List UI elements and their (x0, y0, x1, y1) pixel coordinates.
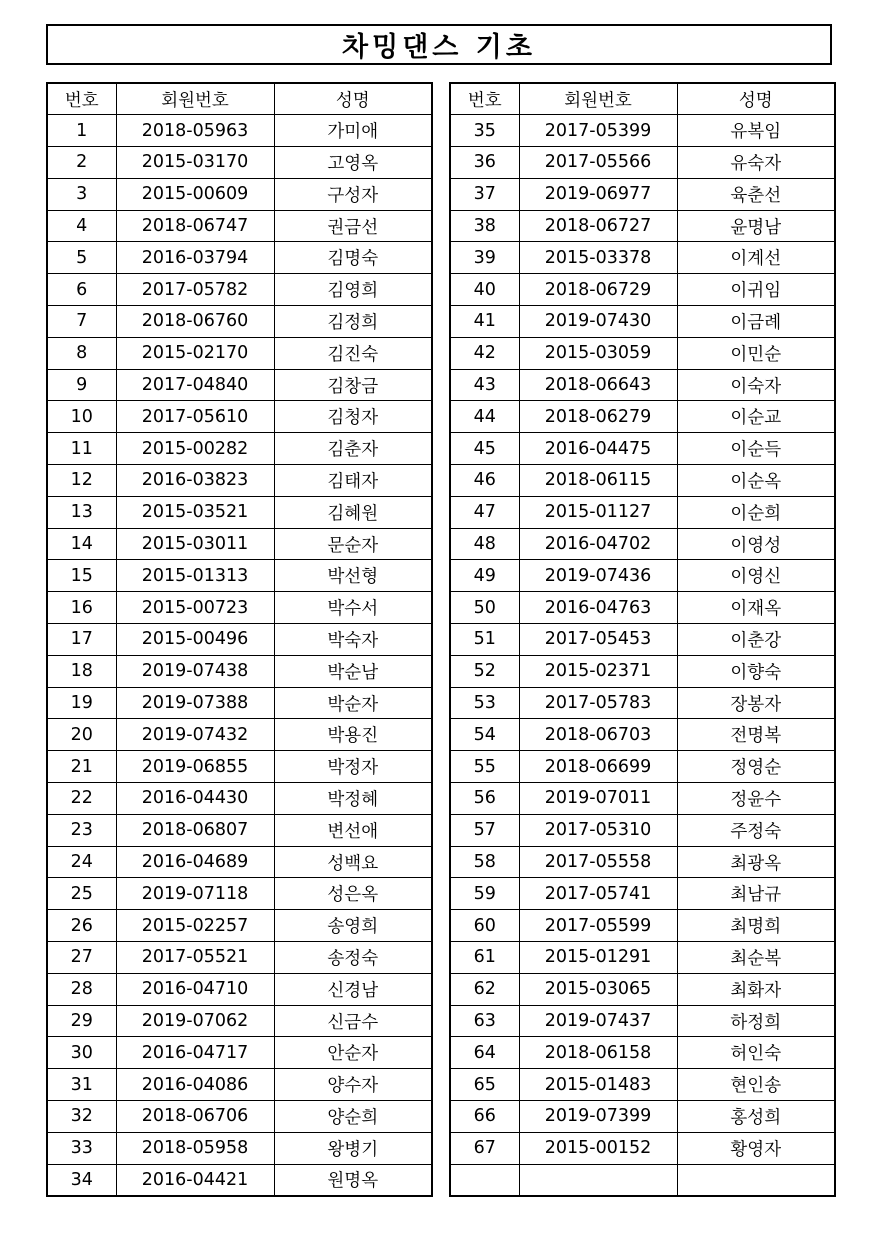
cell-member-id: 2015-01483 (519, 1069, 677, 1101)
cell-no: 24 (47, 846, 116, 878)
cell-name: 김영희 (274, 274, 432, 306)
cell-name: 김청자 (274, 401, 432, 433)
table-row (450, 910, 835, 942)
table-row (450, 560, 835, 592)
table-header-row (47, 83, 432, 115)
cell-no: 59 (450, 878, 519, 910)
header-member-id: 회원번호 (519, 83, 677, 115)
cell-no: 27 (47, 942, 116, 974)
table-row (47, 1037, 432, 1069)
header-no: 번호 (47, 83, 116, 115)
cell-member-id: 2015-03378 (519, 242, 677, 274)
cell-member-id: 2015-00282 (116, 433, 274, 465)
cell-no: 10 (47, 401, 116, 433)
cell-name: 박용진 (274, 719, 432, 751)
cell-name: 성은옥 (274, 878, 432, 910)
table-row (450, 306, 835, 338)
member-table-right (449, 82, 836, 1197)
cell-name: 성백요 (274, 846, 432, 878)
cell-no: 38 (450, 210, 519, 242)
cell-no: 44 (450, 401, 519, 433)
cell-no: 5 (47, 242, 116, 274)
table-row (47, 496, 432, 528)
cell-name: 이재옥 (677, 592, 835, 624)
cell-no: 22 (47, 783, 116, 815)
cell-name: 박선형 (274, 560, 432, 592)
cell-name: 김춘자 (274, 433, 432, 465)
cell-no: 56 (450, 783, 519, 815)
cell-name: 최남규 (677, 878, 835, 910)
page-title: 차밍댄스 기초 (46, 24, 832, 65)
table-row (47, 942, 432, 974)
cell-member-id: 2018-06807 (116, 814, 274, 846)
cell-no (450, 1164, 519, 1196)
cell-name: 이순교 (677, 401, 835, 433)
cell-member-id: 2019-07432 (116, 719, 274, 751)
table-row (47, 814, 432, 846)
cell-name: 이계선 (677, 242, 835, 274)
table-row (47, 242, 432, 274)
cell-member-id: 2017-05566 (519, 147, 677, 179)
table-row (47, 147, 432, 179)
cell-no: 18 (47, 655, 116, 687)
cell-no: 54 (450, 719, 519, 751)
cell-no: 66 (450, 1101, 519, 1133)
cell-member-id: 2016-03794 (116, 242, 274, 274)
cell-no: 17 (47, 624, 116, 656)
cell-no: 6 (47, 274, 116, 306)
cell-member-id: 2016-03823 (116, 465, 274, 497)
cell-no: 67 (450, 1132, 519, 1164)
table-row (450, 655, 835, 687)
table-row (450, 973, 835, 1005)
cell-member-id: 2015-01313 (116, 560, 274, 592)
cell-no: 1 (47, 115, 116, 147)
cell-no: 63 (450, 1005, 519, 1037)
cell-member-id: 2018-05958 (116, 1132, 274, 1164)
table-row (450, 496, 835, 528)
cell-name: 이영성 (677, 528, 835, 560)
cell-member-id: 2019-06977 (519, 178, 677, 210)
cell-no: 31 (47, 1069, 116, 1101)
cell-name (677, 1164, 835, 1196)
cell-member-id: 2018-06279 (519, 401, 677, 433)
cell-name: 김창금 (274, 369, 432, 401)
table-row (47, 306, 432, 338)
cell-member-id: 2017-05741 (519, 878, 677, 910)
table-row (47, 115, 432, 147)
cell-name: 양순희 (274, 1101, 432, 1133)
table-row (450, 242, 835, 274)
cell-name: 유복임 (677, 115, 835, 147)
cell-name: 이숙자 (677, 369, 835, 401)
cell-no: 57 (450, 814, 519, 846)
cell-member-id: 2016-04086 (116, 1069, 274, 1101)
cell-no: 26 (47, 910, 116, 942)
table-row (47, 1101, 432, 1133)
cell-no: 14 (47, 528, 116, 560)
table-row (47, 528, 432, 560)
table-row (47, 433, 432, 465)
cell-no: 40 (450, 274, 519, 306)
cell-member-id: 2019-07437 (519, 1005, 677, 1037)
cell-name: 정윤수 (677, 783, 835, 815)
table-row (450, 783, 835, 815)
cell-name: 이순득 (677, 433, 835, 465)
table-row (450, 369, 835, 401)
table-row (450, 210, 835, 242)
cell-no: 61 (450, 942, 519, 974)
cell-no: 13 (47, 496, 116, 528)
cell-member-id: 2015-03065 (519, 973, 677, 1005)
cell-member-id: 2015-00609 (116, 178, 274, 210)
cell-no: 43 (450, 369, 519, 401)
cell-member-id: 2015-00152 (519, 1132, 677, 1164)
table-row (450, 401, 835, 433)
cell-name: 송정숙 (274, 942, 432, 974)
cell-name: 황영자 (677, 1132, 835, 1164)
cell-member-id: 2019-07011 (519, 783, 677, 815)
table-row (450, 147, 835, 179)
cell-no: 21 (47, 751, 116, 783)
table-row (450, 115, 835, 147)
cell-member-id: 2018-06727 (519, 210, 677, 242)
table-row (47, 1164, 432, 1196)
table-row (450, 465, 835, 497)
table-row (450, 433, 835, 465)
table-row (47, 337, 432, 369)
cell-no: 19 (47, 687, 116, 719)
cell-member-id: 2017-05453 (519, 624, 677, 656)
cell-name: 장봉자 (677, 687, 835, 719)
cell-member-id: 2015-03059 (519, 337, 677, 369)
table-row (450, 878, 835, 910)
cell-no: 29 (47, 1005, 116, 1037)
table-row (47, 369, 432, 401)
table-row (47, 178, 432, 210)
header-no: 번호 (450, 83, 519, 115)
cell-member-id: 2018-06699 (519, 751, 677, 783)
cell-name: 신금수 (274, 1005, 432, 1037)
cell-name: 김태자 (274, 465, 432, 497)
cell-name: 허인숙 (677, 1037, 835, 1069)
cell-no: 30 (47, 1037, 116, 1069)
cell-member-id: 2015-03011 (116, 528, 274, 560)
cell-name: 송영희 (274, 910, 432, 942)
table-row (450, 624, 835, 656)
cell-member-id: 2017-05399 (519, 115, 677, 147)
cell-no: 23 (47, 814, 116, 846)
cell-name: 이순옥 (677, 465, 835, 497)
cell-no: 58 (450, 846, 519, 878)
cell-no: 20 (47, 719, 116, 751)
cell-name: 하정희 (677, 1005, 835, 1037)
header-name: 성명 (274, 83, 432, 115)
cell-member-id: 2018-06703 (519, 719, 677, 751)
cell-name: 최광옥 (677, 846, 835, 878)
table-row (450, 1101, 835, 1133)
cell-member-id: 2017-05782 (116, 274, 274, 306)
cell-no: 53 (450, 687, 519, 719)
cell-no: 9 (47, 369, 116, 401)
cell-name: 가미애 (274, 115, 432, 147)
cell-no: 39 (450, 242, 519, 274)
cell-no: 3 (47, 178, 116, 210)
cell-member-id: 2016-04689 (116, 846, 274, 878)
table-row (47, 973, 432, 1005)
cell-name: 박정자 (274, 751, 432, 783)
table-row (450, 719, 835, 751)
cell-member-id: 2015-00496 (116, 624, 274, 656)
table-row (47, 751, 432, 783)
cell-member-id: 2018-06158 (519, 1037, 677, 1069)
cell-name: 구성자 (274, 178, 432, 210)
cell-member-id: 2018-06706 (116, 1101, 274, 1133)
cell-member-id: 2015-01127 (519, 496, 677, 528)
table-row (450, 592, 835, 624)
cell-name: 주정숙 (677, 814, 835, 846)
table-row (47, 1069, 432, 1101)
cell-name: 최화자 (677, 973, 835, 1005)
table-row (47, 274, 432, 306)
table-row (450, 687, 835, 719)
table-row (47, 687, 432, 719)
cell-member-id: 2016-04710 (116, 973, 274, 1005)
cell-member-id (519, 1164, 677, 1196)
cell-name: 홍성희 (677, 1101, 835, 1133)
cell-name: 김명숙 (274, 242, 432, 274)
cell-name: 유숙자 (677, 147, 835, 179)
cell-no: 51 (450, 624, 519, 656)
cell-no: 33 (47, 1132, 116, 1164)
cell-no: 7 (47, 306, 116, 338)
cell-member-id: 2018-06729 (519, 274, 677, 306)
cell-member-id: 2017-04840 (116, 369, 274, 401)
cell-member-id: 2015-03170 (116, 147, 274, 179)
cell-no: 15 (47, 560, 116, 592)
cell-member-id: 2016-04702 (519, 528, 677, 560)
table-row (450, 751, 835, 783)
table-row (47, 560, 432, 592)
cell-member-id: 2015-02257 (116, 910, 274, 942)
cell-no: 36 (450, 147, 519, 179)
cell-member-id: 2015-02170 (116, 337, 274, 369)
cell-no: 37 (450, 178, 519, 210)
table-row (450, 274, 835, 306)
cell-member-id: 2016-04475 (519, 433, 677, 465)
cell-member-id: 2015-03521 (116, 496, 274, 528)
cell-member-id: 2016-04421 (116, 1164, 274, 1196)
table-row (450, 1005, 835, 1037)
cell-name: 원명옥 (274, 1164, 432, 1196)
cell-no: 65 (450, 1069, 519, 1101)
cell-name: 박순자 (274, 687, 432, 719)
cell-name: 전명복 (677, 719, 835, 751)
cell-member-id: 2019-07438 (116, 655, 274, 687)
header-name: 성명 (677, 83, 835, 115)
table-row (47, 592, 432, 624)
cell-member-id: 2019-07436 (519, 560, 677, 592)
cell-no: 62 (450, 973, 519, 1005)
cell-name: 이영신 (677, 560, 835, 592)
cell-no: 42 (450, 337, 519, 369)
table-row (47, 1132, 432, 1164)
cell-member-id: 2017-05521 (116, 942, 274, 974)
table-row (47, 655, 432, 687)
cell-member-id: 2019-07430 (519, 306, 677, 338)
table-row (450, 814, 835, 846)
cell-name: 이민순 (677, 337, 835, 369)
cell-member-id: 2015-00723 (116, 592, 274, 624)
table-row (47, 210, 432, 242)
table-row (450, 178, 835, 210)
table-row (47, 878, 432, 910)
cell-member-id: 2017-05310 (519, 814, 677, 846)
cell-name: 이춘강 (677, 624, 835, 656)
member-table-left (46, 82, 433, 1197)
cell-no: 55 (450, 751, 519, 783)
cell-name: 이향숙 (677, 655, 835, 687)
table-row (47, 910, 432, 942)
table-row (450, 942, 835, 974)
table-row (47, 624, 432, 656)
cell-name: 현인송 (677, 1069, 835, 1101)
cell-member-id: 2018-05963 (116, 115, 274, 147)
cell-no: 16 (47, 592, 116, 624)
cell-name: 김진숙 (274, 337, 432, 369)
cell-member-id: 2017-05599 (519, 910, 677, 942)
table-row (450, 1037, 835, 1069)
cell-member-id: 2016-04717 (116, 1037, 274, 1069)
cell-name: 육춘선 (677, 178, 835, 210)
cell-member-id: 2017-05783 (519, 687, 677, 719)
cell-name: 변선애 (274, 814, 432, 846)
table-row (47, 465, 432, 497)
cell-no: 45 (450, 433, 519, 465)
cell-member-id: 2018-06643 (519, 369, 677, 401)
cell-no: 35 (450, 115, 519, 147)
cell-member-id: 2019-07399 (519, 1101, 677, 1133)
cell-member-id: 2019-06855 (116, 751, 274, 783)
cell-name: 김정희 (274, 306, 432, 338)
cell-name: 안순자 (274, 1037, 432, 1069)
cell-name: 양수자 (274, 1069, 432, 1101)
cell-no: 12 (47, 465, 116, 497)
cell-no: 64 (450, 1037, 519, 1069)
cell-member-id: 2018-06747 (116, 210, 274, 242)
cell-no: 34 (47, 1164, 116, 1196)
cell-name: 이금례 (677, 306, 835, 338)
table-row (47, 1005, 432, 1037)
cell-member-id: 2018-06115 (519, 465, 677, 497)
cell-member-id: 2018-06760 (116, 306, 274, 338)
table-row (450, 1164, 835, 1196)
cell-member-id: 2019-07118 (116, 878, 274, 910)
cell-name: 김혜원 (274, 496, 432, 528)
cell-no: 2 (47, 147, 116, 179)
table-row (450, 528, 835, 560)
table-header-row (450, 83, 835, 115)
header-member-id: 회원번호 (116, 83, 274, 115)
table-row (450, 846, 835, 878)
table-row (450, 1069, 835, 1101)
cell-name: 정영순 (677, 751, 835, 783)
cell-name: 박숙자 (274, 624, 432, 656)
cell-no: 49 (450, 560, 519, 592)
cell-no: 60 (450, 910, 519, 942)
cell-member-id: 2015-01291 (519, 942, 677, 974)
cell-no: 52 (450, 655, 519, 687)
table-row (450, 337, 835, 369)
cell-name: 박정혜 (274, 783, 432, 815)
cell-no: 50 (450, 592, 519, 624)
table-row (47, 846, 432, 878)
cell-member-id: 2016-04763 (519, 592, 677, 624)
cell-name: 박수서 (274, 592, 432, 624)
cell-name: 왕병기 (274, 1132, 432, 1164)
cell-member-id: 2015-02371 (519, 655, 677, 687)
cell-member-id: 2019-07062 (116, 1005, 274, 1037)
table-row (47, 719, 432, 751)
cell-name: 박순남 (274, 655, 432, 687)
cell-no: 48 (450, 528, 519, 560)
cell-no: 46 (450, 465, 519, 497)
table-row (450, 1132, 835, 1164)
cell-no: 11 (47, 433, 116, 465)
cell-name: 고영옥 (274, 147, 432, 179)
cell-no: 8 (47, 337, 116, 369)
cell-no: 4 (47, 210, 116, 242)
cell-name: 윤명남 (677, 210, 835, 242)
table-row (47, 401, 432, 433)
cell-name: 신경남 (274, 973, 432, 1005)
cell-member-id: 2017-05610 (116, 401, 274, 433)
cell-no: 32 (47, 1101, 116, 1133)
cell-name: 권금선 (274, 210, 432, 242)
cell-no: 28 (47, 973, 116, 1005)
cell-name: 이귀임 (677, 274, 835, 306)
cell-name: 최명희 (677, 910, 835, 942)
cell-name: 문순자 (274, 528, 432, 560)
table-row (47, 783, 432, 815)
cell-name: 이순희 (677, 496, 835, 528)
cell-member-id: 2019-07388 (116, 687, 274, 719)
cell-no: 25 (47, 878, 116, 910)
cell-member-id: 2016-04430 (116, 783, 274, 815)
cell-member-id: 2017-05558 (519, 846, 677, 878)
cell-name: 최순복 (677, 942, 835, 974)
cell-no: 41 (450, 306, 519, 338)
cell-no: 47 (450, 496, 519, 528)
